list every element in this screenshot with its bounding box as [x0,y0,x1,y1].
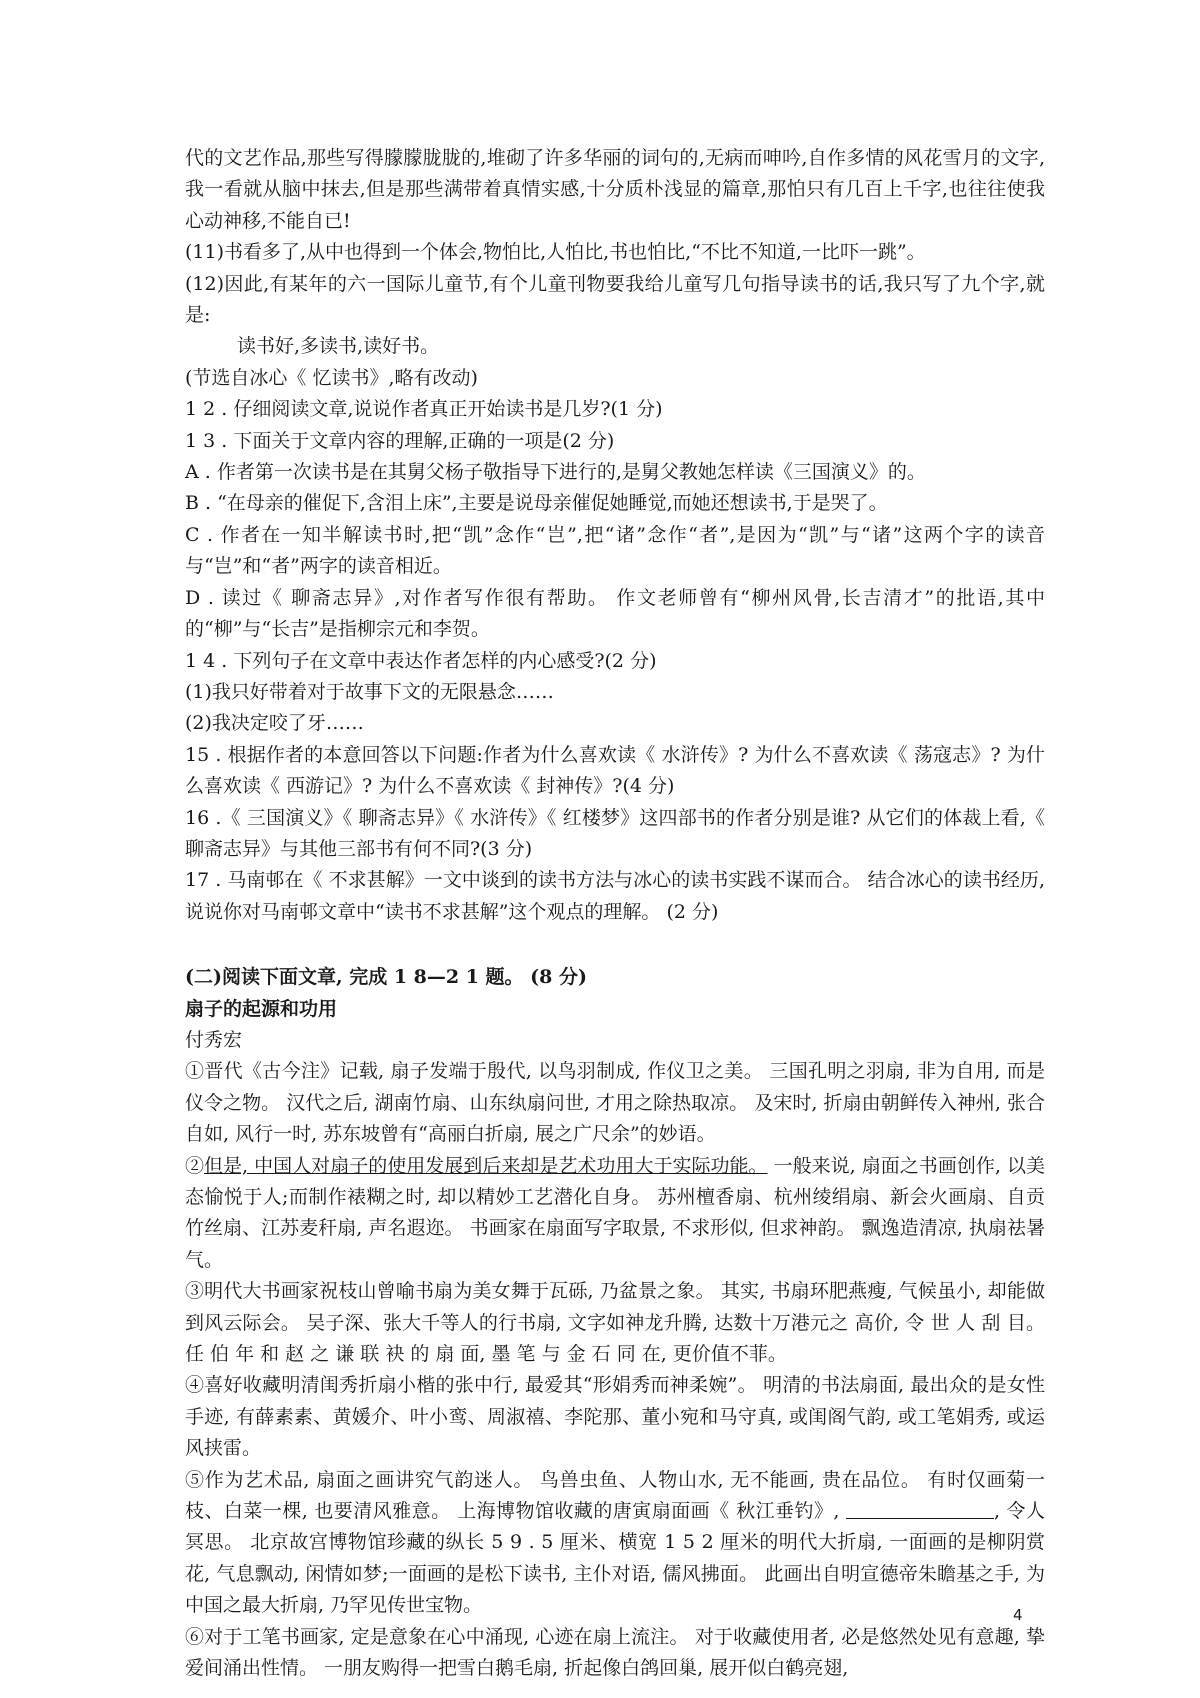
paragraph-2-rest: 一般来说, 扇面之书画创作, 以美态愉悦于人;而制作裱糊之时, 却以精妙工艺潜化自身。 苏州檀香扇、杭州绫绢扇、新会火画扇、自贡竹丝扇、江苏麦秆扇, 声名遐迩。 书画家在扇面写字取景, 不求形似, 但求神韵。 飘逸造清凉, 执扇祛暑气。 [185,1154,1045,1271]
page-content [185,143,1045,1685]
question-14-item-2: (2)我决定咬了牙…… [185,712,364,735]
question-13: 1 3 . 下面关于文章内容的理解,正确的一项是(2 分) [185,429,615,452]
question-13-option-c: C . 作者在一知半解读书时,把“凯”念作“岂”,把“诸”念作“者”,是因为“凯”与“诸”这两个字的读音与“岂”和“者”两字的读音相近。 [185,523,1045,578]
question-14: 1 4 . 下列句子在文章中表达作者怎样的内心感受?(2 分) [185,649,657,672]
article-author: 付秀宏 [185,1028,243,1051]
question-17: 17 . 马南邨在《 不求甚解》一文中谈到的读书方法与冰心的读书实践不谋而合。 结合冰心的读书经历,说说你对马南邨文章中“读书不求甚解”这个观点的理解。 (2 分) [185,869,1045,923]
section-gap [185,928,1045,962]
question-12: 1 2 . 仔细阅读文章,说说作者真正开始读书是几岁?(1 分) [185,398,663,421]
paragraph-5-after: , 令人冥思。 北京故宫博物馆珍藏的纵长 5 9 . 5 厘米、横宽 1 5 2 厘米的明代大折扇, 一面画的是柳阴赏花, 气息飘动, 闲情如梦;一面画的是松下读书, 主仆对语, 儒风拂面。 此画出自明宣德帝朱瞻基之手, 为中国之最大折扇, 乃罕见传世宝物。 [185,1500,1045,1617]
article-paragraph-1: ①晋代《古今注》记载, 扇子发端于殷代, 以鸟羽制成, 作仪卫之美。 三国孔明之羽扇, 非为自用, 而是仪令之物。 汉代之后, 湖南竹扇、山东纨扇问世, 才用之除热取凉。 及宋时, 折扇由朝鲜传入神州, 张合自如, 风行一时, 苏东坡曾有“高丽白折扇, 展之广尺余”的妙语。 [185,1060,1045,1146]
article-title: 扇子的起源和功用 [185,997,338,1020]
article-paragraph-6: ⑥对于工笔书画家, 定是意象在心中涌现, 心迹在扇上流注。 对于收藏使用者, 必是悠然处见有意趣, 挚爱间涌出性情。 一朋友购得一把雪白鹅毛扇, 折起像白鸽回巢, 展开似白鹤亮翅, [185,1625,1045,1680]
article-paragraph-3: ③明代大书画家祝枝山曾喻书扇为美女舞于瓦砾, 乃盆景之象。 其实, 书扇环肥燕瘦, 气候虽小, 却能做到风云际会。 吴子深、张大千等人的行书扇, 文字如神龙升腾, 达数十万港元之 高价, 令 世 人 刮 目。 任 伯 年 和 赵 之 谦 联 袂 的 扇 面, 墨 笔 与 金 石 同 在, 更价值不菲。 [185,1280,1045,1366]
underlined-sentence: 但是, 中国人对扇子的使用发展到后来却是艺术功用大于实际功能。 [204,1154,768,1177]
source-note: (节选自冰心《 忆读书》,略有改动) [185,366,478,389]
paragraph-12: (12)因此,有某年的六一国际儿童节,有个儿童刊物要我给儿童写几句指导读书的话,我只写了九个字,就是: [185,272,1045,327]
question-14-item-1: (1)我只好带着对于故事下文的无限悬念…… [185,680,554,703]
paragraph-marker: ② [185,1154,205,1177]
reading-motto: 读书好,多读书,读好书。 [237,335,440,358]
article-paragraph-2 [185,1151,1045,1277]
paragraph-11: (11)书看多了,从中也得到一个体会,物怕比,人怕比,书也怕比,“不比不知道,一比吓一跳”。 [185,241,926,264]
question-15: 15 . 根据作者的本意回答以下问题:作者为什么喜欢读《 水浒传》? 为什么不喜欢读《 荡寇志》? 为什么喜欢读《 西游记》? 为什么不喜欢读《 封神传》?(4 分) [185,743,1045,798]
fill-in-blank[interactable] [846,1499,994,1519]
question-16: 16 .《 三国演义》《 聊斋志异》《 水浒传》《 红楼梦》这四部书的作者分别是谁? 从它们的体裁上看,《 聊斋志异》与其他三部书有何不同?(3 分) [185,806,1045,860]
section-heading: (二)阅读下面文章, 完成 1 8—2 1 题。 (8 分) [185,966,587,989]
article-paragraph-5 [185,1465,1045,1622]
paragraph-continued: 代的文艺作品,那些写得朦朦胧胧的,堆砌了许多华丽的词句的,无病而呻吟,自作多情的风花雪月的文字,我一看就从脑中抹去,但是那些满带着真情实感,十分质朴浅显的篇章,那怕只有几百上千字,也往往使我心动神移,不能自已! [185,147,1045,232]
question-13-option-a: A . 作者第一次读书是在其舅父杨子敬指导下进行的,是舅父教她怎样读《三国演义》的。 [185,461,926,484]
page-number: 4 [1013,1606,1023,1624]
paragraph-5-before: ⑤作为艺术品, 扇面之画讲究气韵迷人。 鸟兽虫鱼、人物山水, 无不能画, 贵在品位。 有时仅画菊一枝、白菜一棵, 也要清风雅意。 上海博物馆收藏的唐寅扇面画《 秋江垂钓》, [185,1468,1045,1523]
question-13-option-b: B . “在母亲的催促下,含泪上床”,主要是说母亲催促她睡觉,而她还想读书,于是哭了。 [185,492,888,515]
question-13-option-d: D . 读过《 聊斋志异》,对作者写作很有帮助。 作文老师曾有“柳州风骨,长吉清才”的批语,其中的“柳”与“长吉”是指柳宗元和李贺。 [185,586,1045,641]
article-paragraph-4: ④喜好收藏明清闺秀折扇小楷的张中行, 最爱其“形娟秀而神柔婉”。 明清的书法扇面, 最出众的是女性手迹, 有薛素素、黄媛介、叶小鸾、周淑禧、李陀那、董小宛和马守真, 或闺阁气韵, 或工笔娟秀, 或运风挟雷。 [185,1374,1045,1460]
